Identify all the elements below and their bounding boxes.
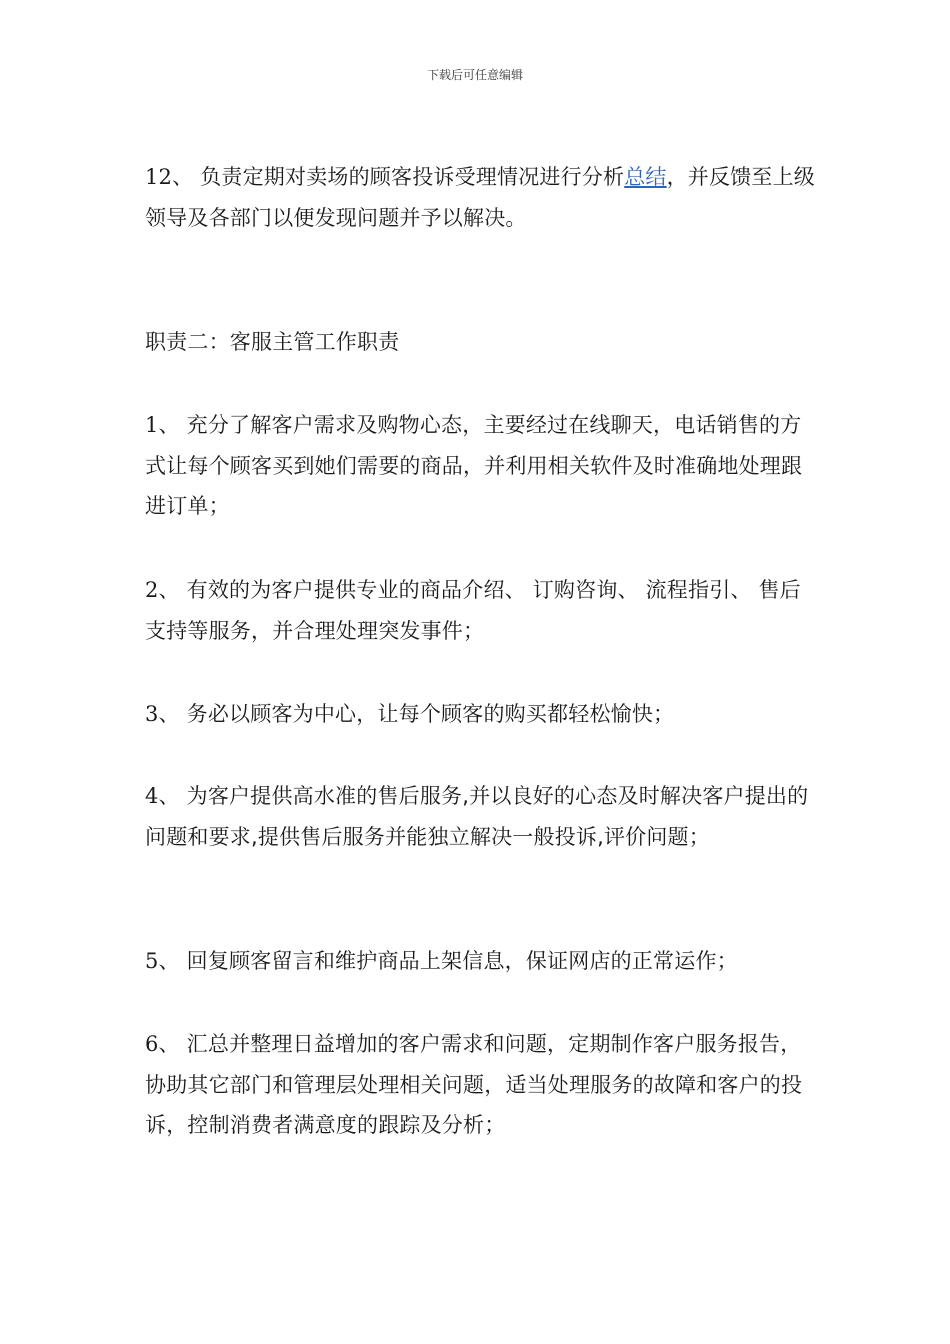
item-number: 5、	[145, 949, 180, 973]
item-text: 汇总并整理日益增加的客户需求和问题，定期制作客户服务报告，协助其它部门和管理层处理相关问题，适当处理服务的故障和客户的投诉，控制消费者满意度的跟踪及分析；	[145, 1032, 803, 1137]
list-item-12	[145, 157, 815, 238]
list-item-3	[145, 694, 815, 735]
list-item-1	[145, 405, 815, 527]
item-number: 3、	[145, 702, 180, 726]
item-number: 4、	[145, 784, 180, 808]
item-text: 有效的为客户提供专业的商品介绍、 订购咨询、 流程指引、 售后支持等服务，并合理处理突发事件；	[145, 578, 801, 643]
item-text-before-link: 负责定期对卖场的顾客投诉受理情况进行分析	[193, 165, 625, 189]
item-text: 为客户提供高水准的售后服务,并以良好的心态及时解决客户提出的问题和要求,提供售后服务并能独立解决一般投诉,评价问题；	[145, 784, 809, 849]
item-number: 12、	[145, 165, 194, 189]
item-number: 6、	[145, 1032, 180, 1056]
list-item-5	[145, 941, 815, 982]
item-text: 务必以顾客为中心，让每个顾客的购买都轻松愉快；	[179, 702, 675, 726]
item-number: 1、	[145, 413, 180, 437]
list-item-4	[145, 776, 815, 857]
list-item-6	[145, 1024, 815, 1146]
page-header: 下载后可任意编辑	[426, 68, 523, 82]
item-number: 2、	[145, 578, 180, 602]
item-text: 回复顾客留言和维护商品上架信息，保证网店的正常运作；	[179, 949, 738, 973]
item-text-after-link: ，并反馈至上级领导及各部门以便发现问题并予以解决。	[145, 165, 816, 230]
summary-link[interactable]: 总结	[624, 165, 667, 189]
item-text: 充分了解客户需求及购物心态，主要经过在线聊天，电话销售的方式让每个顾客买到她们需要的商品，并利用相关软件及时准确地处理跟进订单；	[145, 413, 803, 518]
list-item-2	[145, 570, 815, 651]
section-title: 职责二：客服主管工作职责	[145, 330, 400, 354]
